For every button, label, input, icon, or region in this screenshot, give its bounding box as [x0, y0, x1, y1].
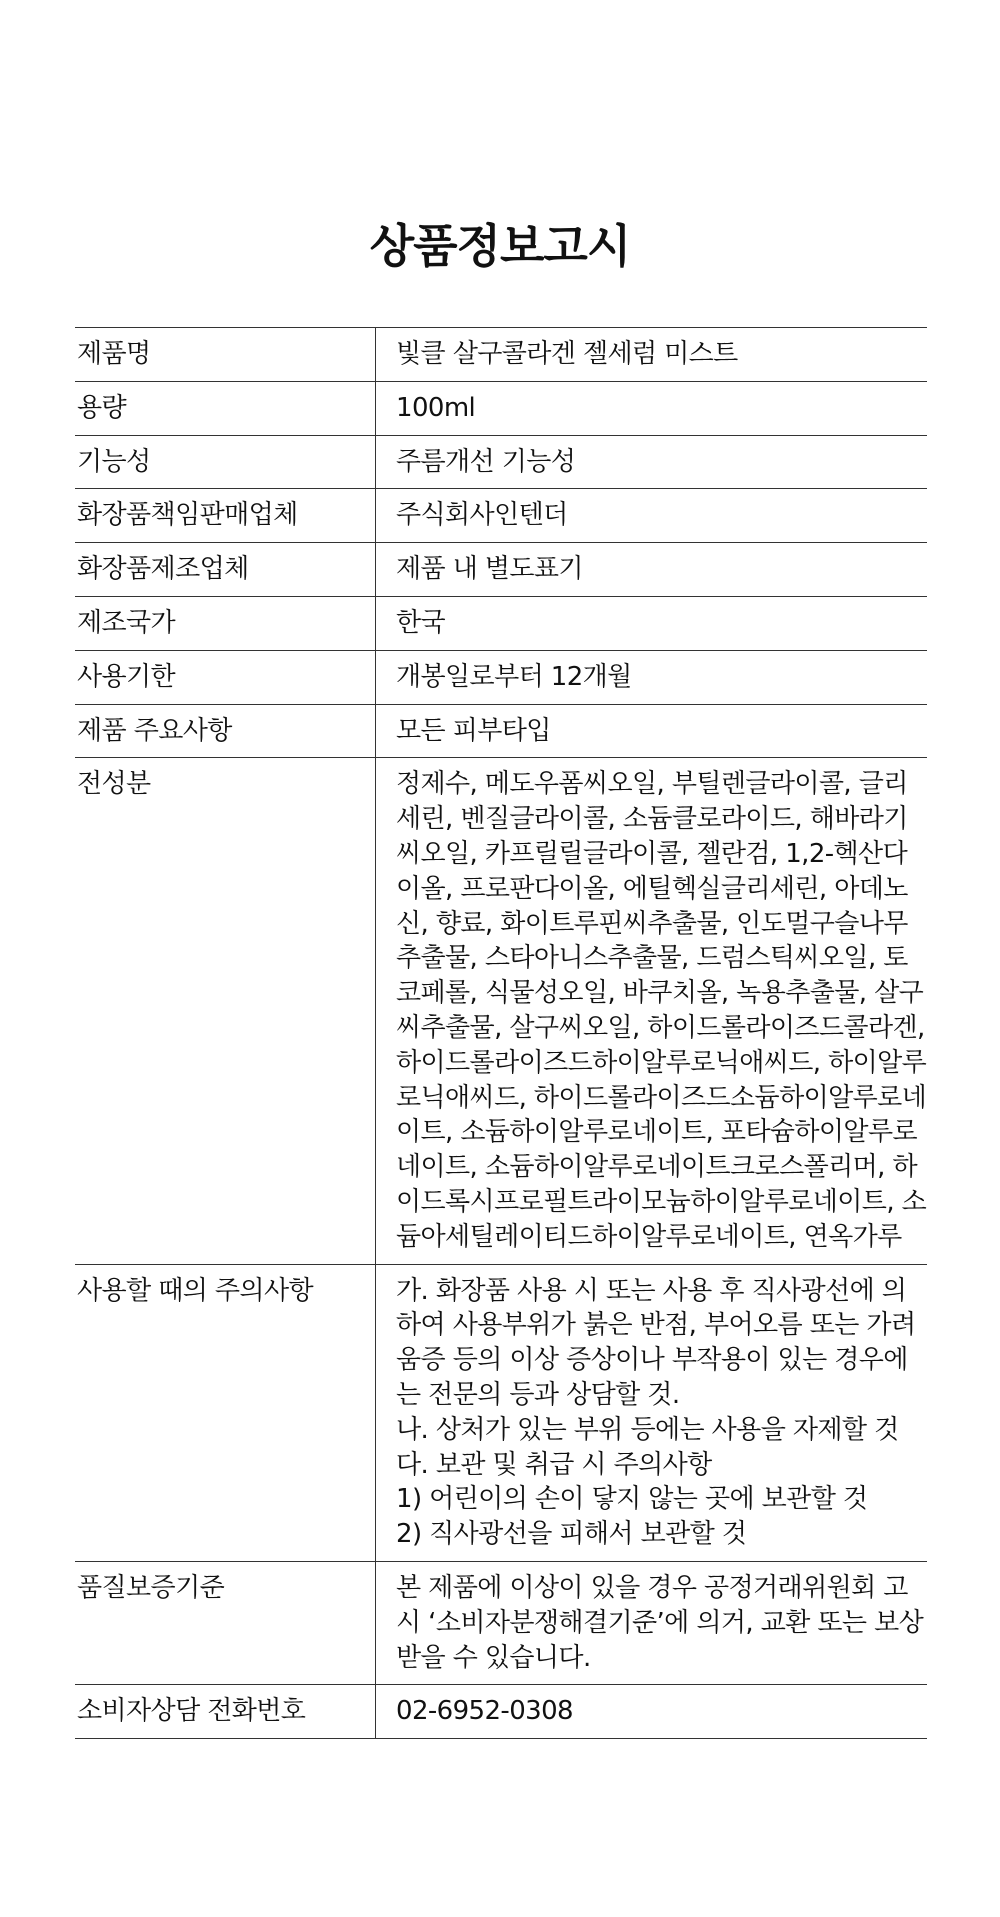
info-row: [75, 1561, 927, 1684]
info-row-label: 용량: [75, 381, 376, 435]
info-row-value: [376, 543, 928, 597]
info-row-value-line: 나. 상처가 있는 부위 등에는 사용을 자제할 것: [396, 1414, 899, 1445]
info-row-value: [376, 1264, 928, 1561]
info-row: [75, 1685, 927, 1739]
info-row-value: [376, 650, 928, 704]
info-row: [75, 381, 927, 435]
info-row-value-line: 본 제품에 이상이 있을 경우 공정거래위원회 고시 ‘소비자분쟁해결기준’에 의거, 교환 또는 보상받을 수 있습니다.: [396, 1572, 924, 1673]
info-row-label: 화장품제조업체: [75, 543, 376, 597]
info-row-value: [376, 1561, 928, 1684]
info-row-label: 소비자상담 전화번호: [75, 1685, 376, 1739]
page-title: 상품정보고시: [369, 218, 631, 273]
info-row: [75, 543, 927, 597]
info-row: [75, 704, 927, 758]
info-row-label: 사용할 때의 주의사항: [75, 1264, 376, 1561]
info-row-value-line: 다. 보관 및 취급 시 주의사항: [396, 1449, 712, 1480]
info-row: [75, 596, 927, 650]
info-row-label: 사용기한: [75, 650, 376, 704]
product-info-table: [75, 327, 927, 1739]
info-row-value-line: 개봉일로부터 12개월: [396, 661, 632, 692]
info-row-value-line: 모든 피부타입: [396, 715, 551, 746]
info-row: [75, 758, 927, 1264]
info-row: [75, 435, 927, 489]
info-row-label: 품질보증기준: [75, 1561, 376, 1684]
info-row-label: 제조국가: [75, 596, 376, 650]
info-row-value-line: 02-6952-0308: [396, 1696, 573, 1727]
info-row-label: 제품명: [75, 328, 376, 382]
info-row-value: [376, 704, 928, 758]
info-row-value-line: 1) 어린이의 손이 닿지 않는 곳에 보관할 것: [396, 1484, 868, 1515]
info-row-value: [376, 381, 928, 435]
info-row: [75, 489, 927, 543]
info-row-label: 기능성: [75, 435, 376, 489]
info-row: [75, 328, 927, 382]
info-row-value: [376, 489, 928, 543]
info-row-label: 화장품책임판매업체: [75, 489, 376, 543]
info-row-value: [376, 758, 928, 1264]
info-row-value: [376, 435, 928, 489]
info-row-value-line: 한국: [396, 607, 446, 638]
info-row-value-line: 100ml: [396, 392, 476, 423]
info-row-value-line: 제품 내 별도표기: [396, 554, 583, 585]
info-row-value-line: 주름개선 기능성: [396, 446, 576, 477]
info-row-label: 제품 주요사항: [75, 704, 376, 758]
info-row-value-line: 정제수, 메도우폼씨오일, 부틸렌글라이콜, 글리세린, 벤질글라이콜, 소듐클로라이드, 해바라기씨오일, 카프릴릴글라이콜, 젤란검, 1,2-헥산다이올, 프로판다이올, 에틸헥실글리세린, 아데노신, 향료, 화이트루핀씨추출물, 인도멀구슬나무추출물, 스타아니스추출물, 드럼스틱씨오일, 토코페롤, 식물성오일, 바쿠치올, 녹용추출물, 살구씨추출물, 살구씨오일, 하이드롤라이즈드콜라겐, 하이드롤라이즈드하이알루로닉애씨드, 하이알루로닉애씨드, 하이드롤라이즈드소듐하이알루로네이트, 소듐하이알루로네이트, 포타슘하이알루로네이트, 소듐하이알루로네이트크로스폴리머, 하이드록시프로필트라이모늄하이알루로네이트, 소듐아세틸레이티드하이알루로네이트, 연옥가루: [396, 769, 927, 1252]
info-row-value-line: 주식회사인텐더: [396, 500, 568, 531]
info-row-value-line: 빛클 살구콜라겐 젤세럼 미스트: [396, 339, 738, 369]
info-row-label: 전성분: [75, 758, 376, 1264]
product-info-table-body: [75, 328, 927, 1739]
info-row: [75, 650, 927, 704]
info-row-value-line: 가. 화장품 사용 시 또는 사용 후 직사광선에 의하여 사용부위가 붉은 반점, 부어오름 또는 가려움증 등의 이상 증상이나 부작용이 있는 경우에는 전문의 등과 상담할 것.: [396, 1275, 916, 1410]
info-row-value: [376, 328, 928, 382]
info-row-value-line: 2) 직사광선을 피해서 보관할 것: [396, 1519, 747, 1550]
info-row-value: [376, 1685, 928, 1739]
info-row: [75, 1264, 927, 1561]
info-row-value: [376, 596, 928, 650]
